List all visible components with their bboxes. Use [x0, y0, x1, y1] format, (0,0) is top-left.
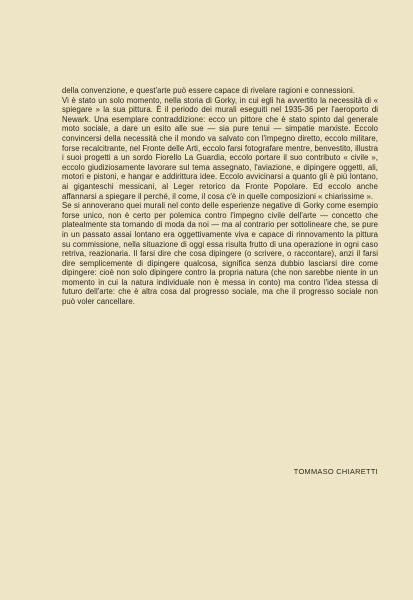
author-signature: TOMMASO CHIARETTI [293, 467, 378, 476]
paragraph-1: della convenzione, e quest'arte può essere capace di rivelare ragioni e connessioni. [62, 86, 356, 95]
paragraph-3: Se si annoverano quei murali nel conto delle esperienze negative di Gorky come esempio forse unico, non è certo per polemica contro l'impegno civile dell'arte — concetto che platealmente sta tornando di moda da noi — ma al contrario per sottolineare che, se pure in un passato assai lontano era oggettivamente viva e capace di rinnovamento la pittura su commissione, nella situazione di oggi essa risulta frutto di una operazione in ogni caso retriva, reazionaria. Il farsi dire che cosa dipingere (o scrivere, o raccontare), anzi il farsi dire semplicemente di dipingere qualcosa, significa senza dubbio lasciarsi dire come dipingere: cioè non solo dipingere contro la propria natura (che non sarebbe niente in un momento in cui la natura individuale non è messa in conto) ma contro l'idea stessa di futuro dell'arte: che è altra cosa dal progresso sociale, ma che il progresso sociale non può voler cancellare. [62, 201, 378, 307]
paragraph-2: Vi è stato un solo momento, nella storia di Gorky, in cui egli ha avvertito la necessità di « spiegare » la sua pittura. È il periodo dei murali eseguiti nel 1935-36 per l'aeroporto di Newark. Una esemplare contraddizione: ecco un pittore che è stato spinto dal generale moto sociale, a dare un esito alle sue — sia pure tenui — simpatie marxiste. Eccolo convincersi della necessità che il mondo va salvato con l'impegno diretto, eccolo militare, forse recalcitrante, nel Fronte delle Arti, eccolo farsi fotografare mentre, benvestito, illustra i suoi progetti a un sordo Fiorello La Guardia, eccolo portare il suo contributo « civile », eccolo giudiziosamente lavorare sul tema assegnato, l'aviazione, e dipingere oggetti, ali, motori e pistoni, e hangar e addirittura idee. Eccolo avvicinarsi a quanto gli è più lontano, ai giganteschi messicani, al Leger retorico da Fronte Popolare. Ed eccolo anche affannarsi a spiegare il perché, il come, il cosa c'è in quelle composizioni « chiarissime ». [62, 95, 378, 201]
article-body [62, 86, 378, 307]
